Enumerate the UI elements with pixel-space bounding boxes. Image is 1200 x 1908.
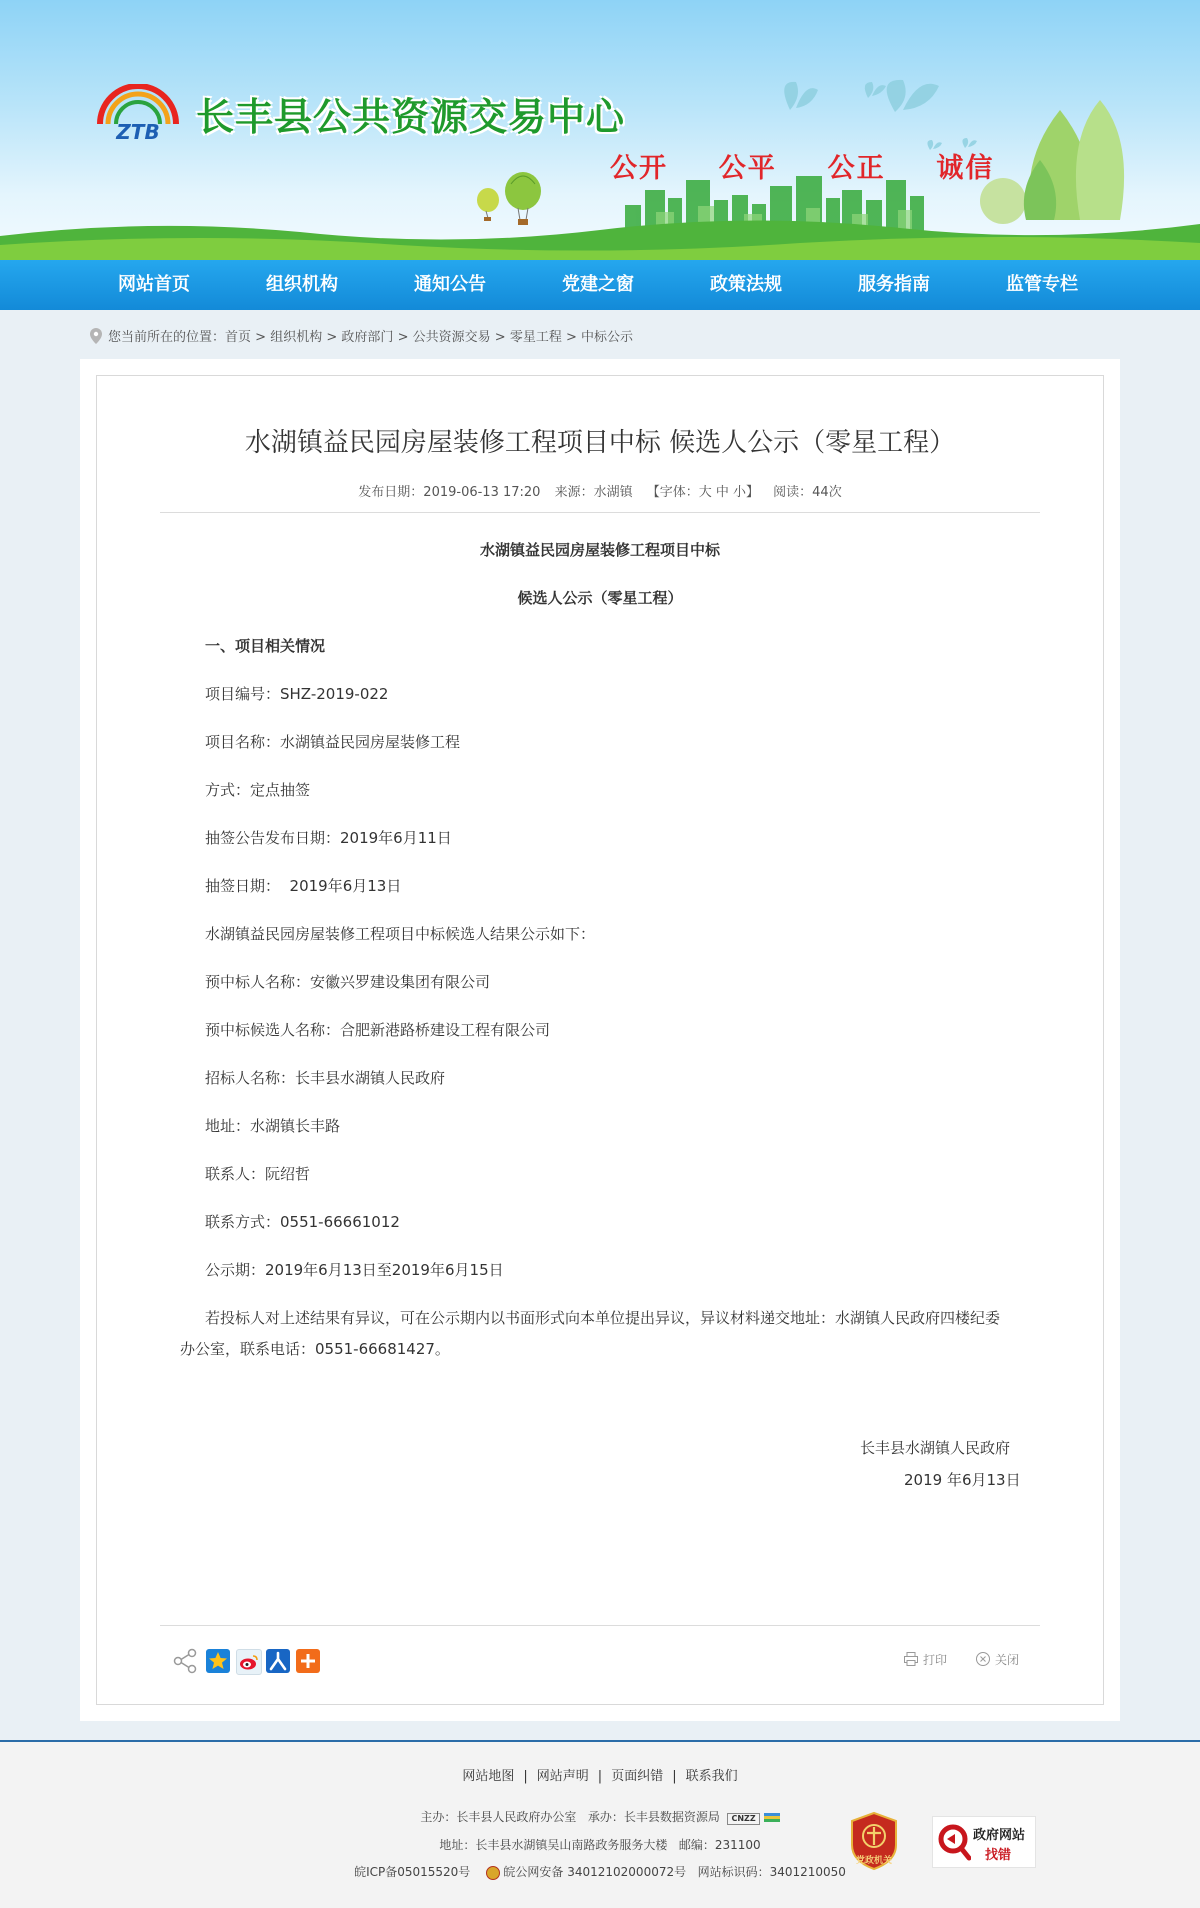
nav-item-organization[interactable]: 组织机构 [266, 274, 338, 295]
site-header [0, 0, 1200, 260]
weibo-icon[interactable] [236, 1649, 262, 1675]
article-box [96, 375, 1104, 1705]
nav-item-home[interactable]: 网站首页 [118, 274, 190, 295]
breadcrumb-home[interactable]: 首页 [225, 330, 252, 345]
project-name: 项目名称：水湖镇益民园房屋装修工程 [205, 733, 461, 751]
content-heading-1: 水湖镇益民园房屋装修工程项目中标 [479, 541, 720, 559]
print-label: 打印 [923, 1653, 948, 1667]
breadcrumb [90, 326, 633, 348]
magnifier-icon [937, 1823, 971, 1865]
stats-icon [764, 1813, 780, 1822]
breadcrumb-separator: > [494, 330, 506, 345]
svg-text:ZTB: ZTB [116, 120, 160, 142]
site-identifier: 网站标识码：3401210050 [697, 1865, 846, 1879]
section-heading: 一、项目相关情况 [205, 637, 326, 655]
close-label: 关闭 [995, 1653, 1020, 1667]
footer-links: 网站地图 | 网站声明 | 页面纠错 | 联系我们 [462, 1769, 738, 1784]
contact-phone: 联系方式：0551-66661012 [205, 1213, 400, 1231]
nav-item-notices[interactable]: 通知公告 [414, 274, 486, 295]
contact-person: 联系人：阮绍哲 [205, 1165, 311, 1183]
signature-date: 2019 年6月13日 [904, 1471, 1021, 1489]
divider [160, 1625, 1040, 1626]
printer-icon [903, 1651, 919, 1670]
breadcrumb-award-notice[interactable]: 中标公示 [581, 330, 634, 345]
breadcrumb-small-projects[interactable]: 零星工程 [509, 330, 562, 345]
report-error-title: 政府网站 [973, 1828, 1026, 1843]
share-icon[interactable] [172, 1648, 198, 1678]
police-record[interactable]: 皖公网安备 34012102000072号 [503, 1865, 687, 1879]
renren-icon[interactable] [266, 1649, 290, 1673]
breadcrumb-separator: > [397, 330, 409, 345]
breadcrumb-separator: > [326, 330, 338, 345]
report-error-action: 找错 [985, 1848, 1012, 1863]
site-title: 长丰县公共资源交易中心 [196, 95, 626, 139]
nav-item-party-building[interactable]: 党建之窗 [562, 274, 634, 295]
font-size-switcher[interactable]: 【字体：大 中 小】 [646, 485, 760, 500]
footer-link-sitemap[interactable]: 网站地图 [462, 1769, 515, 1784]
notice-period: 公示期：2019年6月13日至2019年6月15日 [205, 1261, 504, 1279]
icp-record[interactable]: 皖ICP备05015520号 [354, 1865, 471, 1879]
location-pin-icon [90, 328, 102, 348]
signature-org: 长丰县水湖镇人民政府 [860, 1439, 1011, 1457]
footer-host: 主办：长丰县人民政府办公室 [420, 1810, 577, 1824]
badge-label: 党政机关 [855, 1856, 892, 1866]
print-button[interactable] [903, 1651, 947, 1670]
pre-winner-candidate: 预中标候选人名称：合肥新港路桥建设工程有限公司 [205, 1021, 551, 1039]
tenderer: 招标人名称：长丰县水湖镇人民政府 [205, 1069, 446, 1087]
pre-winner: 预中标人名称：安徽兴罗建设集团有限公司 [205, 973, 491, 991]
nav-item-supervision[interactable]: 监管专栏 [1006, 274, 1078, 295]
footer-link-report-error[interactable]: 页面纠错 [611, 1769, 664, 1784]
result-intro: 水湖镇益民园房屋装修工程项目中标候选人结果公示如下： [205, 925, 596, 943]
project-number: 项目编号：SHZ-2019-022 [205, 685, 389, 703]
article-source: 来源：水湖镇 [554, 485, 633, 500]
article-meta [96, 481, 1104, 500]
publish-date: 发布日期：2019-06-13 17:20 [358, 485, 541, 500]
footer-address: 地址：长丰县水湖镇吴山南路政务服务大楼 [439, 1838, 668, 1852]
police-badge-icon [486, 1866, 500, 1880]
address: 地址：水湖镇长丰路 [205, 1117, 341, 1135]
footer-undertake: 承办：长丰县数据资源局 [587, 1810, 720, 1824]
divider [160, 512, 1040, 513]
footer-postcode: 邮编：231100 [678, 1838, 761, 1852]
party-government-badge[interactable] [848, 1811, 900, 1871]
objection-paragraph: 若投标人对上述结果有异议，可在公示期内以书面形式向本单位提出异议，异议材料递交地址：水湖镇人民政府四楼纪委办公室，联系电话：0551-66681427。 [180, 1309, 1001, 1358]
cnzz-badge[interactable]: CNZZ [727, 1813, 759, 1825]
report-error-badge[interactable] [932, 1816, 1036, 1868]
footer-link-contact[interactable]: 联系我们 [685, 1769, 738, 1784]
breadcrumb-separator: > [565, 330, 577, 345]
close-button[interactable] [975, 1651, 1019, 1670]
read-count: 阅读：44次 [773, 485, 842, 500]
main-nav [0, 260, 1200, 310]
breadcrumb-separator: > [255, 330, 267, 345]
nav-item-service-guide[interactable]: 服务指南 [858, 274, 930, 295]
breadcrumb-organization[interactable]: 组织机构 [270, 330, 323, 345]
article-title: 水湖镇益民园房屋装修工程项目中标 候选人公示（零星工程） [244, 428, 956, 458]
breadcrumb-government-departments[interactable]: 政府部门 [341, 330, 394, 345]
breadcrumb-public-resource-trading[interactable]: 公共资源交易 [412, 330, 491, 345]
draw-announcement-date: 抽签公告发布日期：2019年6月11日 [205, 829, 452, 847]
site-slogan: 公开 公平 公正 诚信 [610, 153, 995, 184]
footer-link-statement[interactable]: 网站声明 [536, 1769, 589, 1784]
draw-date: 抽签日期： 2019年6月13日 [205, 877, 402, 895]
close-icon [975, 1651, 991, 1670]
nav-item-policies[interactable]: 政策法规 [710, 274, 782, 295]
breadcrumb-prefix: 您当前所在的位置： [108, 330, 226, 345]
more-share-icon[interactable] [296, 1649, 320, 1673]
site-logo[interactable] [96, 84, 180, 142]
selection-method: 方式：定点抽签 [205, 781, 311, 799]
content-heading-2: 候选人公示（零星工程） [517, 589, 683, 607]
qzone-icon[interactable] [206, 1649, 230, 1673]
